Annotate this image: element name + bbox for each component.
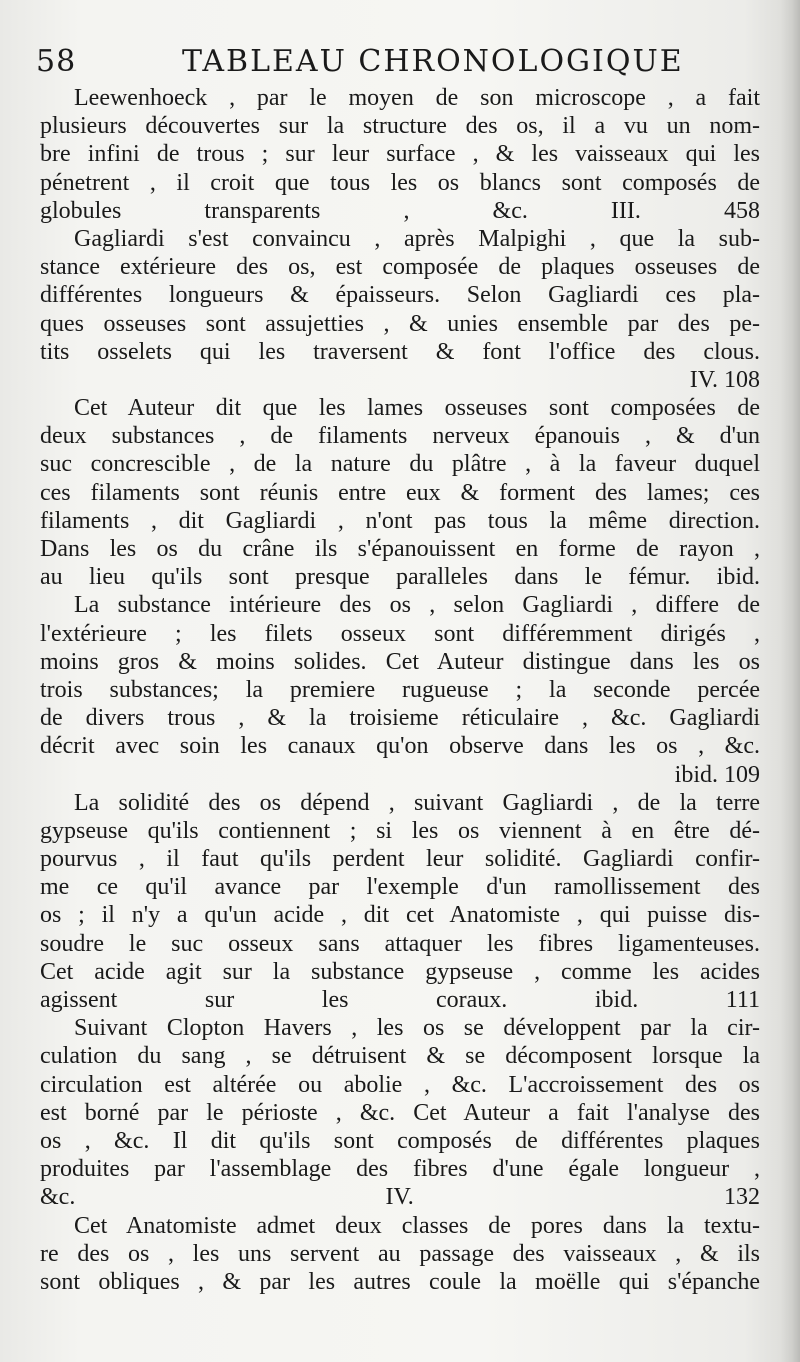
running-title: TABLEAU CHRONOLOGIQUE <box>182 44 684 79</box>
text-line: Leewenhoeck , par le moyen de son microscope , a fait <box>74 85 760 111</box>
text-line: suc concrescible , de la nature du plâtre , à la faveur duquel <box>40 451 760 478</box>
text-line: &c. IV. 132 <box>40 1184 760 1211</box>
text-line: filaments , dit Gagliardi , n'ont pas tous la même direction. <box>40 507 760 534</box>
text-line: trois substances; la premiere rugueuse ; la seconde percée <box>40 676 760 703</box>
text-line: agissent sur les coraux. ibid. 111 <box>40 987 760 1013</box>
reference-line: ibid. 109 <box>674 761 760 788</box>
text-line: plusieurs découvertes sur la structure des os, il a vu un nom- <box>40 113 760 140</box>
text-line: Cet Anatomiste admet deux classes de pores dans la textu- <box>74 1212 760 1239</box>
text-line: globules transparents , &c. III. 458 <box>40 197 760 224</box>
text-line: La solidité des os dépend , suivant Gagliardi , de la terre <box>74 789 760 816</box>
text-line: re des os , les uns servent au passage des vaisseaux , & ils <box>40 1240 760 1267</box>
text-line: me ce qu'il avance par l'exemple d'un ramollissement des <box>40 874 760 901</box>
text-line: os , &c. Il dit qu'ils sont composés de différentes plaques <box>40 1127 760 1154</box>
page-header <box>36 44 756 84</box>
text-line: sont obliques , & par les autres coule la moëlle qui s'épanche <box>40 1268 760 1295</box>
text-line: décrit avec soin les canaux qu'on observe dans les os , &c. <box>40 733 760 760</box>
text-line: au lieu qu'ils sont presque paralleles dans le fémur. ibid. <box>40 564 760 591</box>
text-line: Gagliardi s'est convaincu , après Malpighi , que la sub- <box>74 225 760 252</box>
text-line: différentes longueurs & épaisseurs. Selon Gagliardi ces pla- <box>40 282 760 309</box>
text-line: culation du sang , se détruisent & se décomposent lorsque la <box>40 1043 760 1070</box>
text-line: produites par l'assemblage des fibres d'une égale longueur , <box>40 1156 760 1183</box>
page-edge-shadow <box>780 0 800 1362</box>
text-line: l'extérieure ; les filets osseux sont différemment dirigés , <box>40 620 760 647</box>
text-line: Suivant Clopton Havers , les os se développent par la cir- <box>74 1015 760 1042</box>
text-line: tits osselets qui les traversent & font l'office des clous. <box>40 338 760 365</box>
text-line: pénetrent , il croit que tous les os blancs sont composés de <box>40 169 760 196</box>
text-line: Cet acide agit sur la substance gypseuse , comme les acides <box>40 958 760 985</box>
text-line: deux substances , de filaments nerveux épanouis , & d'un <box>40 423 760 450</box>
text-line: La substance intérieure des os , selon Gagliardi , differe de <box>74 592 760 619</box>
text-line: gypseuse qu'ils contiennent ; si les os viennent à en être dé- <box>40 817 760 844</box>
text-line: Cet Auteur dit que les lames osseuses sont composées de <box>74 395 760 422</box>
text-line: est borné par le périoste , &c. Cet Auteur a fait l'analyse des <box>40 1099 760 1126</box>
body-text <box>40 84 760 1296</box>
page-number: 58 <box>36 44 77 79</box>
text-line: ques osseuses sont assujetties , & unies ensemble par des pe- <box>40 310 760 337</box>
text-line: stance extérieure des os, est composée de plaques osseuses de <box>40 254 760 281</box>
text-line: Dans les os du crâne ils s'épanouissent en forme de rayon , <box>40 536 760 562</box>
text-line: circulation est altérée ou abolie , &c. L'accroissement des os <box>40 1071 760 1098</box>
text-line: pourvus , il faut qu'ils perdent leur solidité. Gagliardi confir- <box>40 846 760 873</box>
text-line: os ; il n'y a qu'un acide , dit cet Anatomiste , qui puisse dis- <box>40 902 760 929</box>
text-line: ces filaments sont réunis entre eux & forment des lames; ces <box>40 479 760 506</box>
text-line: moins gros & moins solides. Cet Auteur distingue dans les os <box>40 648 760 675</box>
text-line: bre infini de trous ; sur leur surface , & les vaisseaux qui les <box>40 141 760 168</box>
text-line: de divers trous , & la troisieme réticulaire , &c. Gagliardi <box>40 705 760 732</box>
text-line: soudre le suc osseux sans attaquer les fibres ligamenteuses. <box>40 930 760 957</box>
reference-line: IV. 108 <box>689 366 760 393</box>
